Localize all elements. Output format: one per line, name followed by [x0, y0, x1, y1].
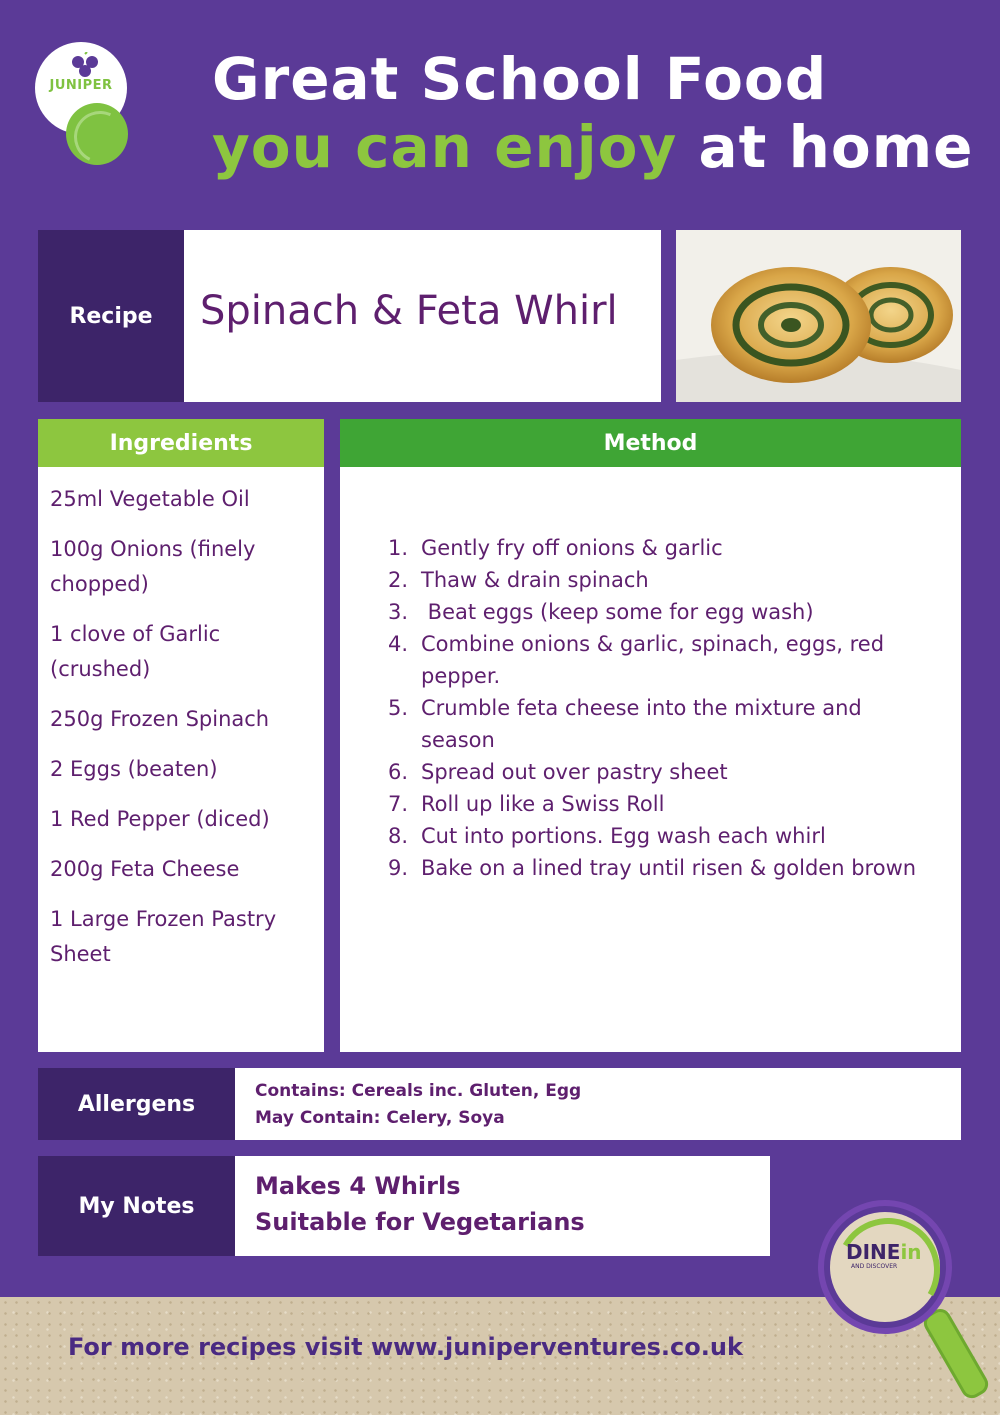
ingredient-item: 1 Red Pepper (diced)	[50, 807, 270, 831]
step-text: Roll up like a Swiss Roll	[421, 792, 665, 816]
method-step	[388, 820, 928, 852]
method-list	[388, 532, 928, 884]
badge-subtext: AND DISCOVER	[851, 1263, 898, 1270]
recipe-label-box	[38, 230, 184, 402]
recipe-name: Spinach & Feta Whirl	[200, 288, 618, 334]
step-text: Combine onions & garlic, spinach, eggs, red pepper.	[421, 632, 885, 688]
ingredient-item: 100g Onions (finely chopped)	[50, 537, 256, 596]
ingredient-item: 1 clove of Garlic (crushed)	[50, 622, 221, 681]
allergens-text	[255, 1078, 581, 1132]
step-text: Thaw & drain spinach	[421, 568, 649, 592]
notes-text	[255, 1168, 585, 1240]
spinach-whirl-photo	[676, 230, 961, 402]
ingredient-item: 200g Feta Cheese	[50, 857, 240, 881]
ingredients-heading: Ingredients	[109, 430, 253, 456]
badge-dine: DINE	[846, 1240, 901, 1264]
method-step	[388, 532, 928, 564]
tennis-ball-icon	[66, 103, 128, 165]
allergens-label-box	[38, 1068, 235, 1140]
ingredient-item: 2 Eggs (beaten)	[50, 757, 218, 781]
step-number: 2.	[388, 568, 409, 592]
notes-line-2: Suitable for Vegetarians	[255, 1208, 585, 1236]
ingredient-item: 1 Large Frozen Pastry Sheet	[50, 907, 277, 966]
method-step	[388, 628, 928, 692]
subtitle-green: you can enjoy	[212, 113, 678, 181]
method-step	[388, 756, 928, 788]
page-title: Great School Food	[212, 45, 828, 113]
method-step	[388, 852, 928, 884]
badge-text	[846, 1240, 922, 1264]
step-text: Cut into portions. Egg wash each whirl	[421, 824, 826, 848]
method-step	[388, 692, 928, 756]
step-number: 8.	[388, 824, 409, 848]
method-heading: Method	[603, 430, 698, 456]
step-text: Spread out over pastry sheet	[421, 760, 728, 784]
method-step	[388, 564, 928, 596]
recipe-photo	[676, 230, 961, 402]
notes-label: My Notes	[78, 1193, 195, 1219]
step-number: 3.	[388, 600, 409, 624]
step-number: 7.	[388, 792, 409, 816]
step-text: Gently fry off onions & garlic	[421, 536, 723, 560]
subtitle-white: at home	[698, 113, 974, 181]
ingredient-item: 250g Frozen Spinach	[50, 707, 270, 731]
method-step	[388, 788, 928, 820]
method-step	[388, 596, 928, 628]
allergens-label: Allergens	[77, 1091, 196, 1117]
recipe-label: Recipe	[69, 303, 153, 329]
footer-link-text[interactable]: For more recipes visit www.juniperventures.co.uk	[68, 1333, 743, 1361]
step-number: 4.	[388, 632, 409, 656]
badge-in: in	[900, 1240, 922, 1264]
notes-line-1: Makes 4 Whirls	[255, 1172, 461, 1200]
ingredients-header	[38, 419, 324, 467]
notes-label-box	[38, 1156, 235, 1256]
step-number: 1.	[388, 536, 409, 560]
allergens-may-contain: May Contain: Celery, Soya	[255, 1108, 505, 1128]
step-text: Crumble feta cheese into the mixture and season	[421, 696, 862, 752]
step-number: 5.	[388, 696, 409, 720]
ingredients-list	[50, 482, 320, 987]
method-header	[340, 419, 961, 467]
step-text: Beat eggs (keep some for egg wash)	[421, 600, 814, 624]
step-number: 6.	[388, 760, 409, 784]
step-number: 9.	[388, 856, 409, 880]
ingredient-item: 25ml Vegetable Oil	[50, 487, 250, 511]
allergens-contains: Contains: Cereals inc. Gluten, Egg	[255, 1081, 582, 1101]
page-subtitle	[212, 113, 973, 181]
logo-text: JUNIPER	[49, 78, 113, 93]
step-text: Bake on a lined tray until risen & golden brown	[421, 856, 917, 880]
